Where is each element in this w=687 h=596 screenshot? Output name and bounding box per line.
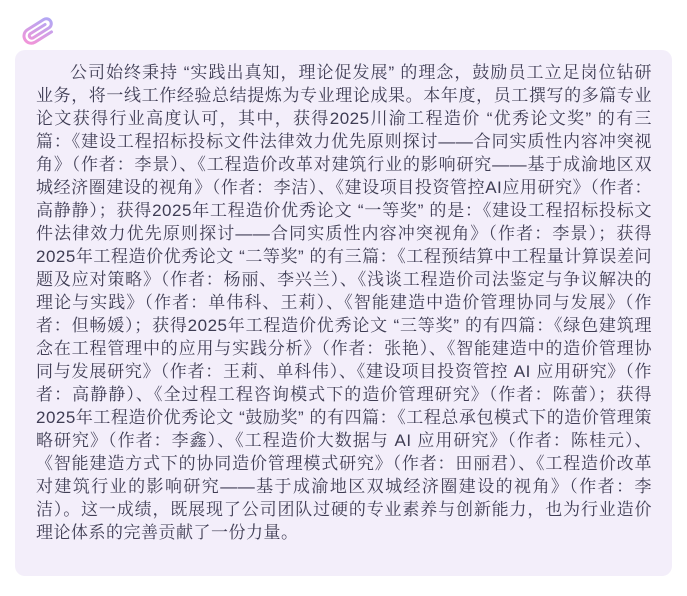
- content-card: [15, 50, 672, 576]
- paperclip-icon: [19, 12, 57, 58]
- article-paragraph: 公司始终秉持 “实践出真知，理论促发展” 的理念，鼓励员工立足岗位钻研业务，将一线工作经验总结提炼为专业理论成果。本年度，员工撰写的多篇专业论文获得行业高度认可，其中，获得2025川渝工程造价 “优秀论文奖” 的有三篇：《建设工程招标投标文件法律效力优先原则探讨——合同实质性内容冲突视角》（作者：李景）、《工程造价改革对建筑行业的影响研究——基于成渝地区双城经济圈建设的视角》（作者：李洁）、《建设项目投资管控AI应用研究》（作者：高静静）；获得2025年工程造价优秀论文 “一等奖” 的是：《建设工程招标投标文件法律效力优先原则探讨——合同实质性内容冲突视角》（作者：李景）；获得2025年工程造价优秀论文 “二等奖” 的有三篇：《工程预结算中工程量计算误差问题及应对策略》（作者：杨丽、李兴兰）、《浅谈工程造价司法鉴定与争议解决的理论与实践》（作者：单伟科、王莉）、《智能建造中造价管理协同与发展》（作者：但畅媛）；获得2025年工程造价优秀论文 “三等奖” 的有四篇：《绿色建筑理念在工程管理中的应用与实践分析》（作者：张艳）、《智能建造中的造价管理协同与发展研究》（作者：王莉、单科伟）、《建设项目投资管控 AI 应用研究》（作者：高静静）、《全过程工程咨询模式下的造价管理研究》（作者：陈蕾）；获得2025年工程造价优秀论文 “鼓励奖” 的有四篇：《工程总承包模式下的造价管理策略研究》（作者：李鑫）、《工程造价大数据与 AI 应用研究》（作者：陈桂元）、《智能建造方式下的协同造价管理模式研究》（作者：田丽君）、《工程造价改革对建筑行业的影响研究——基于成渝地区双城经济圈建设的视角》（作者：李洁）。这一成绩，既展现了公司团队过硬的专业素养与创新能力，也为行业造价理论体系的完善贡献了一份力量。: [36, 63, 652, 542]
